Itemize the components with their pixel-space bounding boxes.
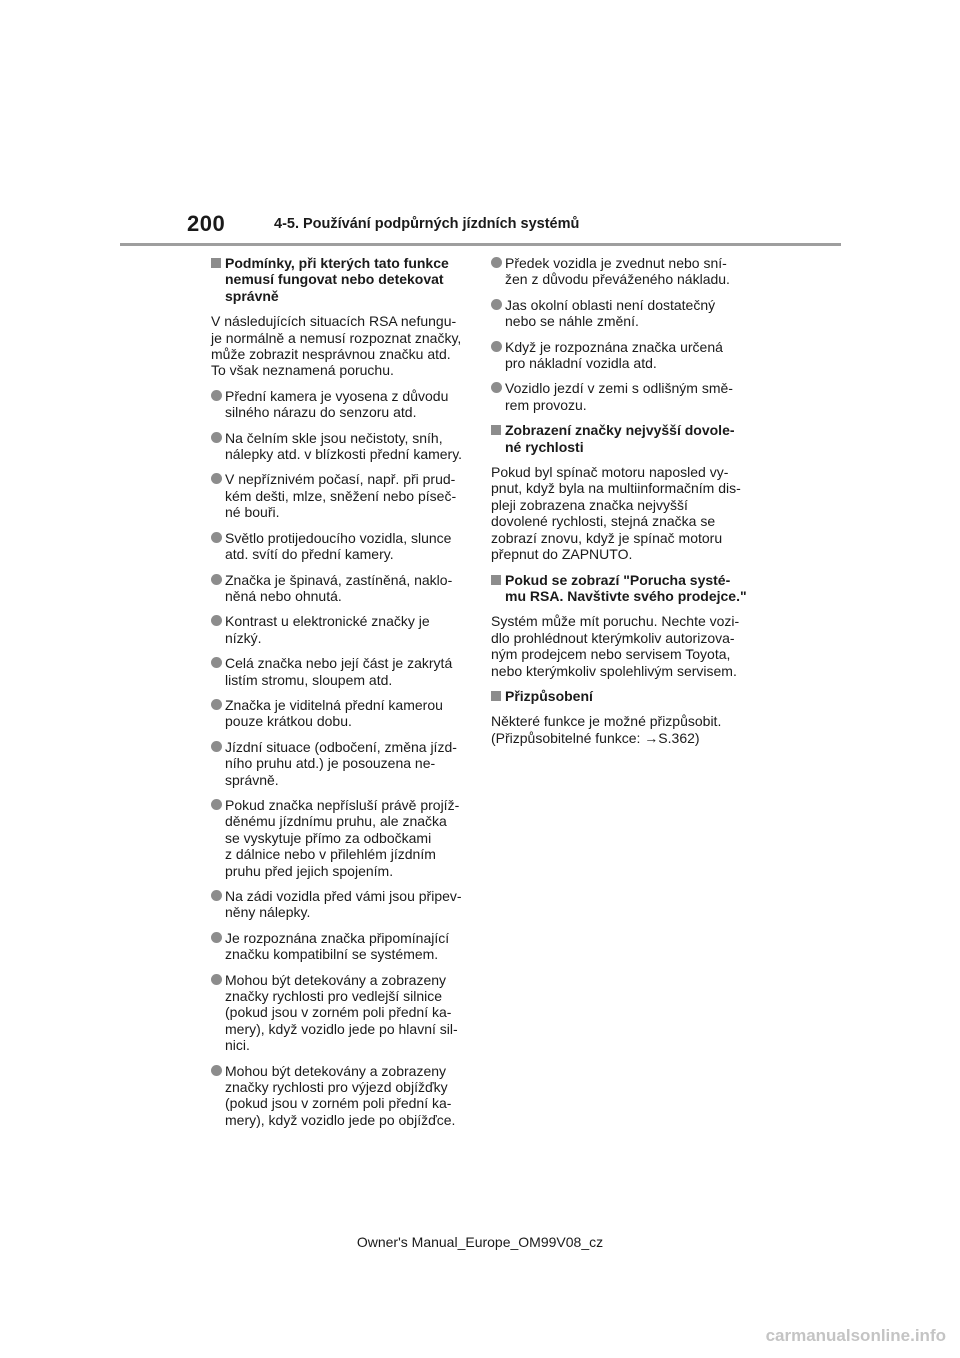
round-bullet-icon: [211, 473, 222, 484]
malfunction-paragraph: Systém může mít poruchu. Nechte vozi- dlo prohlédnout kterýmkoliv autorizova- ným prodejcem nebo servisem Toyota, nebo kterýmkoliv spolehlivým servisem.: [491, 613, 740, 679]
round-bullet-icon: [211, 615, 222, 626]
list-item: Vozidlo jezdí v zemi s odlišným smě- rem provozu.: [491, 380, 753, 413]
square-bullet-icon: [491, 425, 501, 435]
round-bullet-icon: [211, 890, 222, 901]
section-heading-malfunction: [491, 572, 753, 605]
list-item: V nepříznivém počasí, např. při prud- kém dešti, mlze, sněžení nebo píseč- né bouři.: [211, 471, 473, 520]
list-item: Mohou být detekovány a zobrazeny značky rychlosti pro výjezd objížďky (pokud jsou v zorném poli přední ka- mery), když vozidlo jede po objížďce.: [211, 1063, 473, 1129]
round-bullet-icon: [491, 299, 502, 310]
customization-paragraph: Některé funkce je možné přizpůsobit. (Přizpůsobitelné funkce: →S.362): [491, 713, 722, 746]
round-bullet-icon: [491, 382, 502, 393]
list-item: Jízdní situace (odbočení, změna jízd- ního pruhu atd.) je posouzena ne- správně.: [211, 739, 473, 788]
round-bullet-icon: [211, 1065, 222, 1076]
round-bullet-icon: [211, 574, 222, 585]
square-bullet-icon: [211, 258, 221, 268]
list-item: Celá značka nebo její část je zakrytá listím stromu, sloupem atd.: [211, 655, 473, 688]
section-heading-customization: [491, 688, 753, 704]
square-bullet-icon: [491, 575, 501, 585]
round-bullet-icon: [211, 799, 222, 810]
list-item: Světlo protijedoucího vozidla, slunce atd. svítí do přední kamery.: [211, 530, 473, 563]
list-item: Mohou být detekovány a zobrazeny značky rychlosti pro vedlejší silnice (pokud jsou v zorném poli přední ka- mery), když vozidlo jede po hlavní sil- nici.: [211, 972, 473, 1054]
page-number: 200: [187, 211, 226, 236]
list-item: Značka je viditelná přední kamerou pouze krátkou dobu.: [211, 697, 473, 730]
round-bullet-icon: [211, 741, 222, 752]
list-item: Na čelním skle jsou nečistoty, sníh, nálepky atd. v blízkosti přední kamery.: [211, 430, 473, 463]
watermark: carmanualsonline.info: [765, 1326, 946, 1345]
round-bullet-icon: [211, 974, 222, 985]
left-column: [211, 255, 473, 1137]
intro-paragraph: V následujících situacích RSA nefungu- je normálně a nemusí rozpoznat značky, může zobrazit nesprávnou značku atd. To však neznamená poruchu.: [211, 313, 462, 379]
right-column: [491, 255, 753, 755]
heading-text: Zobrazení značky nejvyšší dovole- né rychlosti: [505, 422, 735, 455]
footer-manual-id: Owner's Manual_Europe_OM99V08_cz: [356, 1234, 604, 1250]
heading-text: Podmínky, při kterých tato funkce nemusí fungovat nebo detekovat správně: [225, 255, 449, 304]
section-heading-conditions: [211, 255, 473, 304]
list-item: Předek vozidla je zvednut nebo sní- žen z důvodu převáženého nákladu.: [491, 255, 753, 288]
list-item: Jas okolní oblasti není dostatečný nebo se náhle změní.: [491, 297, 753, 330]
list-item: Značka je špinavá, zastíněná, naklo- něná nebo ohnutá.: [211, 572, 473, 605]
list-item: Kontrast u elektronické značky je nízký.: [211, 613, 473, 646]
header-divider: [120, 243, 841, 246]
round-bullet-icon: [211, 432, 222, 443]
round-bullet-icon: [211, 657, 222, 668]
heading-text: Přizpůsobení: [505, 687, 593, 704]
square-bullet-icon: [491, 691, 501, 701]
round-bullet-icon: [211, 699, 222, 710]
heading-text: Pokud se zobrazí "Porucha systé- mu RSA. Navštivte svého prodejce.": [505, 571, 747, 604]
list-item: Když je rozpoznána značka určená pro nákladní vozidla atd.: [491, 339, 753, 372]
round-bullet-icon: [491, 257, 502, 268]
list-item: Přední kamera je vyosena z důvodu silného nárazu do senzoru atd.: [211, 388, 473, 421]
list-item: Je rozpoznána značka připomínající značku kompatibilní se systémem.: [211, 930, 473, 963]
round-bullet-icon: [211, 532, 222, 543]
section-heading-speed-sign: [491, 422, 753, 455]
list-item: Pokud značka nepřísluší právě projíž- děnému jízdnímu pruhu, ale značka se vyskytuje přímo za odbočkami z dálnice nebo v přilehlém jízdním pruhu před jejich spojením.: [211, 797, 473, 879]
round-bullet-icon: [211, 932, 222, 943]
speed-sign-paragraph: Pokud byl spínač motoru naposled vy- pnut, když byla na multiinformačním dis- pleji zobrazena značka nejvyšší dovolené rychlosti, stejná značka se zobrazí znovu, když je spínač motoru přepnut do ZAPNUTO.: [491, 464, 741, 563]
round-bullet-icon: [491, 341, 502, 352]
section-title: 4-5. Používání podpůrných jízdních systémů: [274, 216, 580, 232]
list-item: Na zádi vozidla před vámi jsou připev- něny nálepky.: [211, 888, 473, 921]
round-bullet-icon: [211, 390, 222, 401]
